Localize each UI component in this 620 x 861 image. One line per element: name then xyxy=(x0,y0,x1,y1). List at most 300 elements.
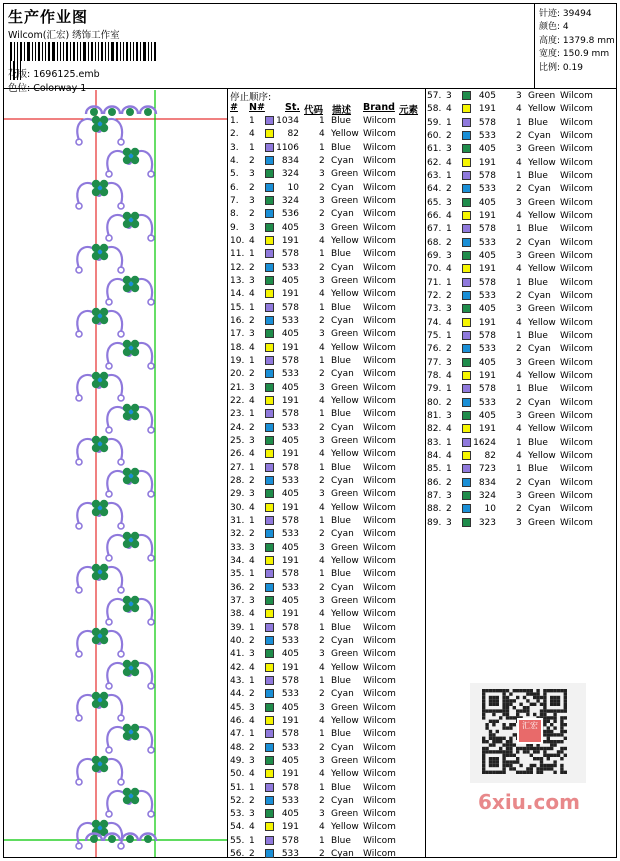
qr-module xyxy=(550,703,553,706)
row-index: 7. xyxy=(230,195,239,206)
row-description: Blue xyxy=(331,782,351,793)
qr-module xyxy=(533,750,536,753)
qr-module xyxy=(513,733,516,736)
qr-module xyxy=(516,709,519,712)
row-code: 2 xyxy=(516,477,522,488)
barcode-bar xyxy=(148,42,149,61)
color-swatch xyxy=(462,438,471,447)
row-brand: Wilcom xyxy=(363,515,396,526)
qr-module xyxy=(543,730,546,733)
row-brand: Wilcom xyxy=(363,622,396,633)
row-code: 1 xyxy=(516,224,522,235)
qr-module xyxy=(560,689,563,692)
row-needle: 3 xyxy=(446,197,452,208)
qr-module xyxy=(506,740,509,743)
row-brand: Wilcom xyxy=(363,355,396,366)
row-index: 68. xyxy=(427,237,442,248)
color-swatch xyxy=(265,169,274,178)
row-brand: Wilcom xyxy=(363,235,396,246)
sequence-row xyxy=(230,155,425,168)
qr-module xyxy=(516,747,519,750)
sequence-row xyxy=(427,303,620,316)
stat-width: 宽度: 150.9 mm xyxy=(539,49,610,59)
qr-module xyxy=(557,699,560,702)
row-code: 3 xyxy=(516,197,522,208)
row-needle: 1 xyxy=(446,117,452,128)
row-description: Cyan xyxy=(331,689,354,700)
qr-module xyxy=(489,750,492,753)
color-swatch xyxy=(462,198,471,207)
row-description: Cyan xyxy=(331,635,354,646)
row-code: 4 xyxy=(319,715,325,726)
row-needle: 3 xyxy=(249,595,255,606)
row-brand: Wilcom xyxy=(560,344,593,355)
sequence-row xyxy=(427,423,620,436)
row-code: 2 xyxy=(516,130,522,141)
row-description: Yellow xyxy=(331,609,359,620)
color-swatch xyxy=(265,329,274,338)
color-swatch xyxy=(265,476,274,485)
qr-module xyxy=(547,740,550,743)
row-stitches: 533 xyxy=(281,689,299,700)
row-code: 4 xyxy=(516,450,522,461)
qr-module xyxy=(557,750,560,753)
row-brand: Wilcom xyxy=(363,675,396,686)
qr-module xyxy=(489,733,492,736)
row-needle: 1 xyxy=(446,437,452,448)
col-header-stitches: St. xyxy=(285,102,300,113)
color-swatch xyxy=(265,423,274,432)
qr-module xyxy=(564,703,567,706)
row-stitches: 533 xyxy=(478,237,496,248)
row-description: Green xyxy=(331,755,359,766)
row-index: 11. xyxy=(230,249,245,260)
qr-module xyxy=(560,726,563,729)
row-index: 48. xyxy=(230,742,245,753)
qr-module xyxy=(492,740,495,743)
barcode-bar xyxy=(52,42,55,61)
barcode-bar xyxy=(123,42,124,61)
sequence-row xyxy=(230,582,425,595)
qr-module xyxy=(530,747,533,750)
row-stitches: 191 xyxy=(281,715,299,726)
row-brand: Wilcom xyxy=(560,91,593,101)
row-stitches: 10 xyxy=(287,182,299,193)
barcode-bar xyxy=(143,42,146,61)
row-description: Cyan xyxy=(528,397,551,408)
row-index: 12. xyxy=(230,262,245,273)
row-code: 4 xyxy=(516,370,522,381)
row-needle: 1 xyxy=(446,170,452,181)
row-code: 3 xyxy=(319,649,325,660)
stat-stitches: 针迹: 39494 xyxy=(539,9,592,19)
row-index: 18. xyxy=(230,342,245,353)
qr-module xyxy=(485,771,488,774)
row-needle: 2 xyxy=(249,182,255,193)
qr-module xyxy=(526,692,529,695)
row-index: 34. xyxy=(230,555,245,566)
qr-module xyxy=(496,696,499,699)
row-brand: Wilcom xyxy=(363,182,396,193)
row-description: Cyan xyxy=(331,182,354,193)
qr-module xyxy=(485,740,488,743)
row-brand: Wilcom xyxy=(363,729,396,740)
qr-module xyxy=(523,689,526,692)
row-stitches: 191 xyxy=(281,609,299,620)
row-needle: 1 xyxy=(249,409,255,420)
row-description: Yellow xyxy=(331,449,359,460)
sequence-row xyxy=(427,450,620,463)
design-file-label: 花版: 1696125.emb xyxy=(8,69,100,80)
row-index: 43. xyxy=(230,675,245,686)
color-swatch xyxy=(462,371,471,380)
qr-module xyxy=(482,716,485,719)
qr-module xyxy=(502,689,505,692)
qr-module xyxy=(496,709,499,712)
sequence-row xyxy=(230,302,425,315)
qr-module xyxy=(543,696,546,699)
row-needle: 1 xyxy=(446,464,452,475)
qr-module xyxy=(550,723,553,726)
row-needle: 2 xyxy=(249,742,255,753)
row-stitches: 191 xyxy=(281,289,299,300)
row-index: 3. xyxy=(230,142,239,153)
qr-module xyxy=(485,689,488,692)
qr-module xyxy=(530,771,533,774)
row-description: Cyan xyxy=(528,477,551,488)
row-description: Blue xyxy=(331,302,351,313)
row-index: 73. xyxy=(427,304,442,315)
qr-module xyxy=(499,771,502,774)
sequence-row xyxy=(427,210,620,223)
row-description: Green xyxy=(528,410,556,421)
row-brand: Wilcom xyxy=(560,410,593,421)
row-brand: Wilcom xyxy=(363,395,396,406)
barcode-bar xyxy=(116,42,118,61)
row-stitches: 405 xyxy=(281,275,299,286)
qr-module xyxy=(496,737,499,740)
row-brand: Wilcom xyxy=(363,302,396,313)
barcode-bar xyxy=(45,42,46,61)
row-code: 4 xyxy=(319,609,325,620)
qr-module xyxy=(482,771,485,774)
row-index: 64. xyxy=(427,184,442,195)
row-code: 2 xyxy=(319,182,325,193)
row-stitches: 533 xyxy=(281,369,299,380)
qr-module xyxy=(489,720,492,723)
row-code: 3 xyxy=(516,144,522,155)
row-brand: Wilcom xyxy=(560,384,593,395)
row-brand: Wilcom xyxy=(363,142,396,153)
row-code: 3 xyxy=(516,357,522,368)
row-code: 4 xyxy=(319,289,325,300)
row-needle: 3 xyxy=(249,435,255,446)
sequence-row xyxy=(230,502,425,515)
sequence-row xyxy=(427,490,620,503)
row-brand: Wilcom xyxy=(363,329,396,340)
sequence-row xyxy=(230,315,425,328)
design-divider xyxy=(227,88,228,858)
qr-module xyxy=(560,733,563,736)
row-brand: Wilcom xyxy=(560,237,593,248)
row-index: 37. xyxy=(230,595,245,606)
row-stitches: 191 xyxy=(281,395,299,406)
qr-module xyxy=(482,737,485,740)
sequence-row xyxy=(427,170,620,183)
qr-module xyxy=(519,709,522,712)
row-needle: 3 xyxy=(249,702,255,713)
sequence-row xyxy=(427,463,620,476)
row-needle: 1 xyxy=(249,675,255,686)
color-swatch xyxy=(265,276,274,285)
row-description: Cyan xyxy=(331,369,354,380)
color-swatch xyxy=(265,343,274,352)
row-description: Yellow xyxy=(528,104,556,115)
row-description: Yellow xyxy=(331,769,359,780)
qr-module xyxy=(489,730,492,733)
qr-module xyxy=(543,740,546,743)
row-description: Green xyxy=(331,809,359,820)
row-code: 4 xyxy=(319,235,325,246)
border-flower xyxy=(90,108,98,116)
qr-module xyxy=(509,747,512,750)
qr-badge: 汇宏 xyxy=(517,718,543,744)
qr-module xyxy=(502,764,505,767)
sequence-row xyxy=(230,768,425,781)
row-stitches: 533 xyxy=(478,130,496,141)
qr-module xyxy=(502,743,505,746)
color-swatch xyxy=(265,449,274,458)
row-code: 2 xyxy=(319,209,325,220)
sequence-row xyxy=(427,103,620,116)
row-code: 2 xyxy=(319,795,325,806)
row-brand: Wilcom xyxy=(363,315,396,326)
row-brand: Wilcom xyxy=(363,155,396,166)
row-index: 59. xyxy=(427,117,442,128)
row-brand: Wilcom xyxy=(363,649,396,660)
qr-module xyxy=(492,733,495,736)
qr-module xyxy=(530,689,533,692)
color-swatch xyxy=(265,263,274,272)
row-brand: Wilcom xyxy=(363,609,396,620)
row-index: 5. xyxy=(230,169,239,180)
qr-module xyxy=(516,689,519,692)
barcode-bar xyxy=(73,42,75,61)
row-needle: 2 xyxy=(249,155,255,166)
row-index: 81. xyxy=(427,410,442,421)
qr-module xyxy=(557,740,560,743)
row-stitches: 405 xyxy=(478,410,496,421)
col-header-index: # xyxy=(230,102,238,113)
design-preview xyxy=(4,90,227,857)
sequence-row xyxy=(230,782,425,795)
stat-scale: 比例: 0.19 xyxy=(539,63,583,73)
qr-module xyxy=(492,709,495,712)
row-index: 45. xyxy=(230,702,245,713)
qr-module xyxy=(482,740,485,743)
row-description: Blue xyxy=(331,355,351,366)
row-needle: 4 xyxy=(249,502,255,513)
row-description: Cyan xyxy=(331,422,354,433)
qr-module xyxy=(499,716,502,719)
row-index: 33. xyxy=(230,542,245,553)
qr-module xyxy=(485,750,488,753)
row-brand: Wilcom xyxy=(363,502,396,513)
qr-module xyxy=(492,737,495,740)
row-needle: 1 xyxy=(446,330,452,341)
qr-module xyxy=(492,713,495,716)
row-brand: Wilcom xyxy=(560,397,593,408)
qr-module xyxy=(502,726,505,729)
row-index: 23. xyxy=(230,409,245,420)
row-brand: Wilcom xyxy=(560,317,593,328)
row-needle: 3 xyxy=(249,489,255,500)
sequence-row xyxy=(427,397,620,410)
color-swatch xyxy=(462,238,471,247)
qr-module xyxy=(502,771,505,774)
row-description: Blue xyxy=(528,224,548,235)
row-stitches: 533 xyxy=(281,262,299,273)
row-description: Cyan xyxy=(331,262,354,273)
color-swatch xyxy=(265,822,274,831)
row-code: 3 xyxy=(319,382,325,393)
qr-module xyxy=(509,692,512,695)
row-description: Blue xyxy=(331,675,351,686)
row-description: Cyan xyxy=(528,184,551,195)
qr-module xyxy=(553,689,556,692)
row-stitches: 405 xyxy=(281,595,299,606)
row-description: Blue xyxy=(528,330,548,341)
qr-module xyxy=(492,760,495,763)
barcode-bar xyxy=(91,42,93,61)
row-code: 4 xyxy=(319,662,325,673)
row-brand: Wilcom xyxy=(560,224,593,235)
qr-module xyxy=(496,771,499,774)
row-code: 3 xyxy=(516,250,522,261)
row-stitches: 533 xyxy=(478,397,496,408)
row-needle: 1 xyxy=(249,249,255,260)
col-header-code: 代码 xyxy=(304,105,324,116)
color-swatch xyxy=(462,144,471,153)
row-needle: 3 xyxy=(446,357,452,368)
qr-module xyxy=(553,733,556,736)
row-index: 13. xyxy=(230,275,245,286)
row-needle: 2 xyxy=(249,849,255,860)
sequence-row xyxy=(230,448,425,461)
color-swatch xyxy=(265,676,274,685)
color-swatch xyxy=(462,424,471,433)
color-swatch xyxy=(265,609,274,618)
row-brand: Wilcom xyxy=(560,104,593,115)
qr-module xyxy=(543,720,546,723)
flower-center xyxy=(129,538,133,542)
qr-module xyxy=(482,750,485,753)
sequence-row xyxy=(230,168,425,181)
row-stitches: 405 xyxy=(281,755,299,766)
sequence-row xyxy=(427,157,620,170)
row-description: Blue xyxy=(528,170,548,181)
color-swatch xyxy=(265,503,274,512)
row-description: Yellow xyxy=(331,129,359,140)
row-code: 1 xyxy=(516,170,522,181)
row-code: 2 xyxy=(319,369,325,380)
barcode-bar xyxy=(32,42,33,61)
row-description: Green xyxy=(331,595,359,606)
row-stitches: 533 xyxy=(281,529,299,540)
row-brand: Wilcom xyxy=(363,475,396,486)
qr-module xyxy=(516,696,519,699)
flower-center xyxy=(98,826,102,830)
row-description: Blue xyxy=(331,729,351,740)
row-description: Yellow xyxy=(331,555,359,566)
sequence-row xyxy=(427,410,620,423)
flower-center xyxy=(98,570,102,574)
row-stitches: 578 xyxy=(281,409,299,420)
sequence-row xyxy=(427,130,620,143)
border-flower xyxy=(144,835,152,843)
qr-module xyxy=(506,706,509,709)
qr-module xyxy=(553,703,556,706)
sequence-row xyxy=(427,370,620,383)
row-index: 60. xyxy=(427,130,442,141)
row-description: Blue xyxy=(331,116,351,126)
row-brand: Wilcom xyxy=(560,477,593,488)
row-stitches: 405 xyxy=(478,91,496,101)
qr-module xyxy=(540,771,543,774)
row-description: Yellow xyxy=(331,289,359,300)
qr-module xyxy=(543,692,546,695)
row-stitches: 10 xyxy=(484,504,496,515)
qr-module xyxy=(513,706,516,709)
row-brand: Wilcom xyxy=(560,130,593,141)
row-needle: 4 xyxy=(249,342,255,353)
qr-module xyxy=(489,743,492,746)
row-brand: Wilcom xyxy=(560,144,593,155)
barcode-bar xyxy=(136,42,138,61)
qr-module xyxy=(560,709,563,712)
qr-module xyxy=(482,703,485,706)
sequence-row xyxy=(230,462,425,475)
row-description: Green xyxy=(331,195,359,206)
row-code: 1 xyxy=(319,729,325,740)
color-swatch xyxy=(265,489,274,498)
row-description: Yellow xyxy=(331,235,359,246)
row-index: 71. xyxy=(427,277,442,288)
row-code: 4 xyxy=(319,769,325,780)
qr-module xyxy=(499,737,502,740)
qr-module xyxy=(550,699,553,702)
qr-module xyxy=(509,737,512,740)
flower-center xyxy=(98,634,102,638)
row-index: 30. xyxy=(230,502,245,513)
stats-panel xyxy=(534,3,618,89)
row-needle: 4 xyxy=(446,264,452,275)
row-needle: 1 xyxy=(249,302,255,313)
row-brand: Wilcom xyxy=(560,357,593,368)
row-code: 1 xyxy=(516,464,522,475)
row-stitches: 191 xyxy=(478,157,496,168)
sequence-row xyxy=(230,648,425,661)
barcode-bar xyxy=(108,42,109,61)
sequence-row xyxy=(230,395,425,408)
row-needle: 2 xyxy=(249,369,255,380)
row-brand: Wilcom xyxy=(363,635,396,646)
qr-module xyxy=(560,767,563,770)
row-code: 3 xyxy=(319,329,325,340)
row-brand: Wilcom xyxy=(560,184,593,195)
row-needle: 4 xyxy=(249,395,255,406)
sequence-row xyxy=(427,357,620,370)
